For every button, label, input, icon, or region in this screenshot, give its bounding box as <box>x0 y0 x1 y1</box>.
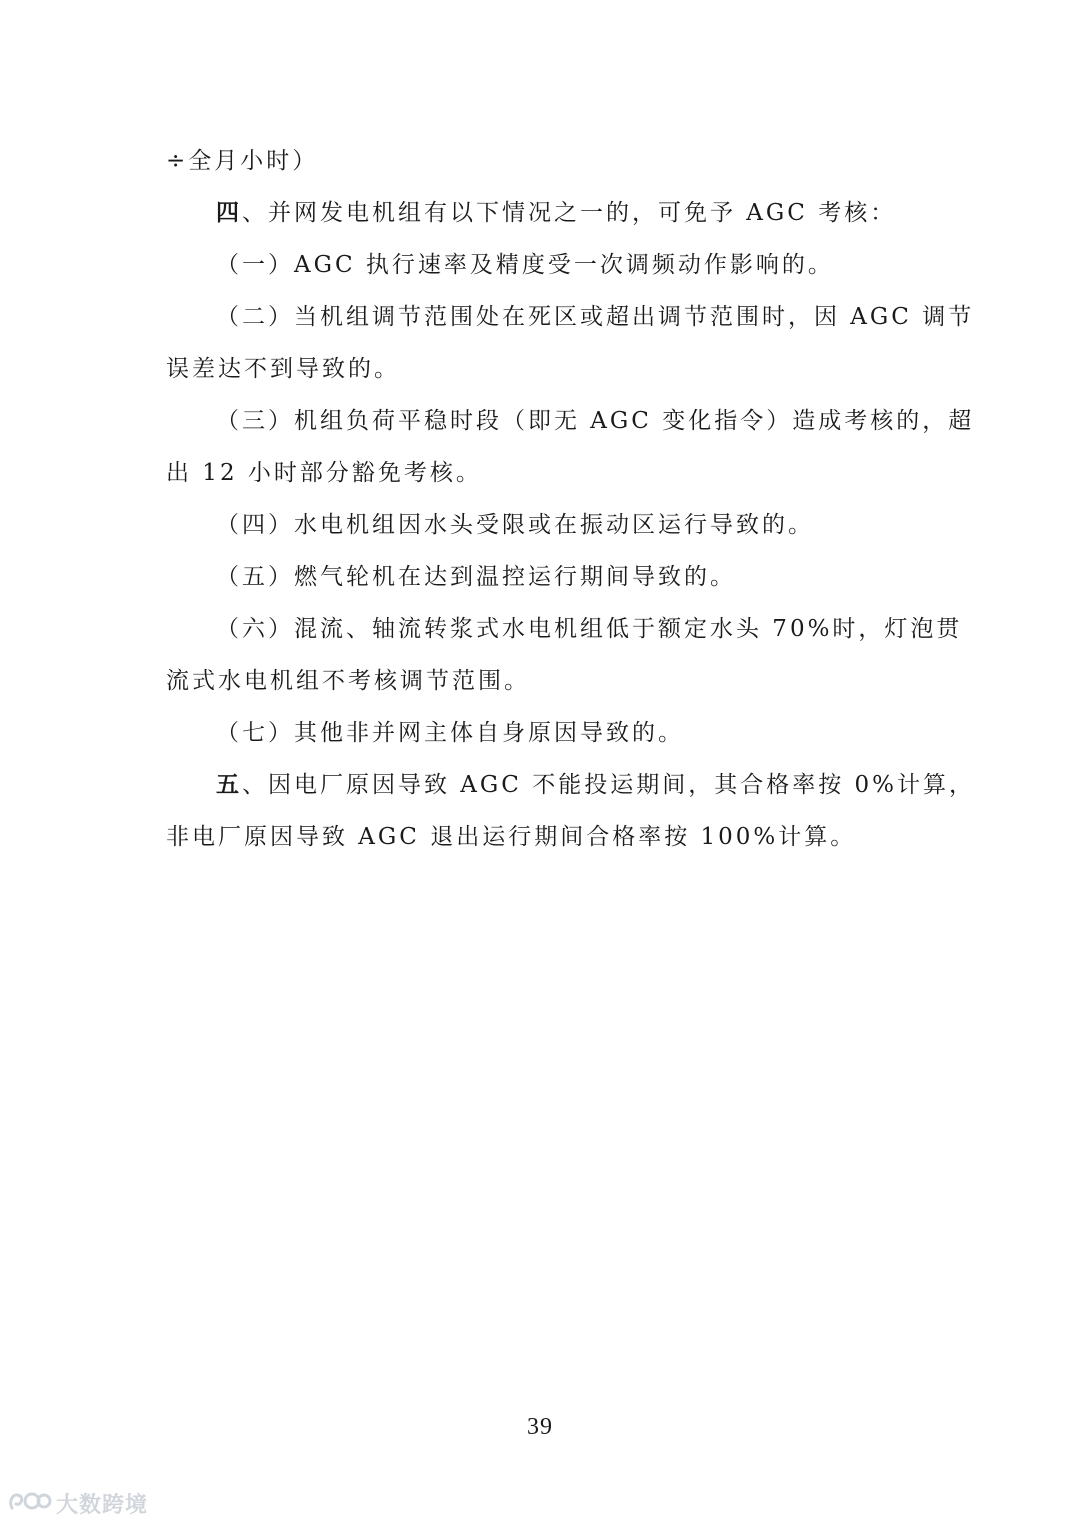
paragraph-line: 非电厂原因导致 AGC 退出运行期间合格率按 100%计算。 <box>166 824 857 850</box>
paragraph-line: 流式水电机组不考核调节范围。 <box>166 668 530 694</box>
page-number: 39 <box>527 1414 553 1440</box>
paragraph-line: ÷全月小时） <box>166 148 319 174</box>
list-item: （七）其他非并网主体自身原因导致的。 <box>216 720 684 746</box>
list-item: （四）水电机组因水头受限或在振动区运行导致的。 <box>216 512 814 538</box>
list-item: （一）AGC 执行速率及精度受一次调频动作影响的。 <box>216 252 834 278</box>
section-text: 、因电厂原因导致 AGC 不能投运期间，其合格率按 0%计算， <box>242 772 976 798</box>
watermark-text: 大数跨境 <box>56 1492 149 1518</box>
list-item: （二）当机组调节范围处在死区或超出调节范围时，因 AGC 调节 <box>216 304 975 330</box>
section-number: 四 <box>216 199 242 226</box>
section-five-heading <box>216 769 975 801</box>
section-number: 五 <box>216 771 242 798</box>
watermark <box>6 1486 148 1520</box>
section-text: 、并网发电机组有以下情况之一的，可免予 AGC 考核： <box>242 200 897 226</box>
section-four-heading <box>216 197 896 229</box>
list-item: （五）燃气轮机在达到温控运行期间导致的。 <box>216 564 736 590</box>
paragraph-line: 误差达不到导致的。 <box>166 356 400 382</box>
list-item: （六）混流、轴流转浆式水电机组低于额定水头 70%时，灯泡贯 <box>216 616 963 642</box>
list-item: （三）机组负荷平稳时段（即无 AGC 变化指令）造成考核的，超 <box>216 408 975 434</box>
brand-logo-icon <box>6 1486 52 1520</box>
paragraph-line: 出 12 小时部分豁免考核。 <box>166 460 482 486</box>
